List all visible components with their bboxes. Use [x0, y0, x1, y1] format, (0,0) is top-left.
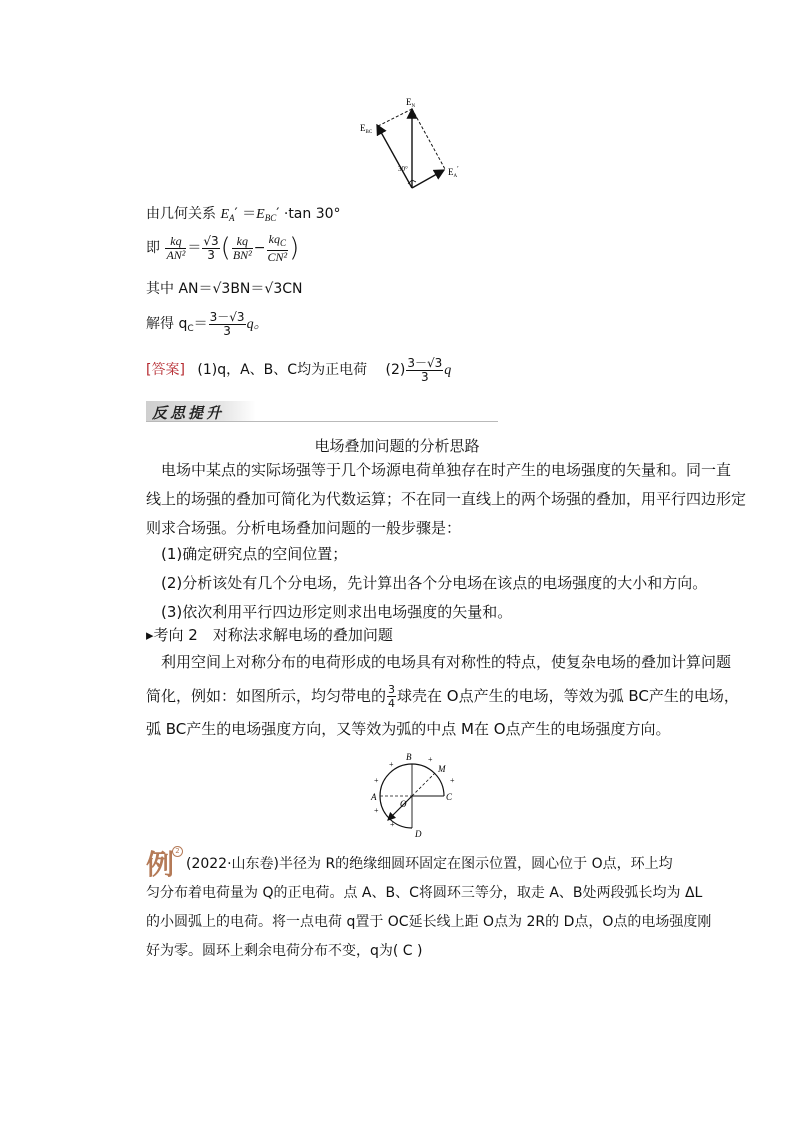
om-dashed	[412, 773, 435, 796]
plus-sign: +	[374, 806, 379, 815]
angle-label: 30°	[398, 165, 408, 173]
geometry-relation-line: 由几何关系 $E_A' =E_{BC}' \cdot\tan$ 30°	[146, 206, 341, 223]
example-paragraph: (2022·山东卷)半径为 R的绝缘细圆环固定在图示位置，圆心位于 O点，环上均	[186, 856, 673, 872]
answer-line: [答案] (1)q，A、B、C均为正电荷 (2) $\frac{3-√3}{3}$ q	[146, 355, 452, 384]
example-mark: 例	[146, 848, 175, 881]
example-badge: 2	[172, 846, 183, 857]
step-3: (3)依次利用平行四边形定则求出电场强度的矢量和。	[161, 603, 513, 621]
label-b: B	[406, 752, 412, 762]
equation-line: 即 $\frac{kq}{\text{AN²}}$ ＝ $\frac{√3}{3}$ ( $\frac{kq}{\text{BN²}}$ − $\frac{kq_C}{\text{CN²}}$ )	[146, 231, 300, 264]
plus-sign: +	[374, 776, 379, 785]
solve-line: 解得 $q_C=$ $\frac{3-√3}{3}$ q。	[146, 309, 268, 338]
answer-tag: [答案]	[146, 362, 185, 378]
label-a: A	[371, 792, 377, 802]
example-paragraph-cont: 匀分布着电荷量为 Q的正电荷。点 A、B、C将圆环三等分，取走 A、B处两段弧长均为 ΔL 的小圆弧上的电荷。将一点电荷 q置于 OC延长线上距 O点为 2R的 D点，O点的电场强度刚 好为零。圆环上剩余电荷分布不变，q为( C )	[146, 885, 712, 959]
direction-heading: ▸考向 2 对称法求解电场的叠加问题	[146, 626, 393, 644]
dashed-line-1	[378, 109, 412, 126]
section-title: 电场叠加问题的分析思路	[314, 437, 480, 455]
shell-diagram	[362, 747, 462, 839]
dashed-line-2	[412, 109, 445, 169]
step-2: (2)分析该处有几个分电场，先计算出各个分电场在该点的电场强度的大小和方向。	[161, 574, 708, 592]
reflect-heading-label: 反思提升	[152, 404, 225, 422]
ebc-vector	[377, 125, 412, 188]
plus-sign: +	[389, 760, 394, 769]
step-1: (1)确定研究点的空间位置；	[161, 545, 348, 563]
where-line: 其中 AN＝√3BN＝√3CN	[146, 281, 303, 297]
plus-sign: +	[428, 755, 433, 764]
label-o: O	[400, 799, 407, 809]
reflect-heading-bar	[146, 401, 498, 423]
label-m: M	[438, 764, 446, 774]
plus-sign: +	[450, 776, 455, 785]
ea-label: $E_A'$	[448, 165, 459, 179]
ea-vector	[412, 170, 444, 188]
en-label: $E_N$	[406, 97, 416, 109]
paragraph-1: 电场中某点的实际场强等于几个场源电荷单独存在时产生的电场强度的矢量和。同一直 线上的场强的叠加可简化为代数运算；不在同一直线上的两个场强的叠加，用平行四边形定 则求合场强。分析电场叠加问题的一般步骤是：	[146, 461, 747, 537]
label-c: C	[446, 792, 453, 802]
vector-diagram	[350, 95, 480, 195]
label-d: D	[415, 829, 422, 839]
paragraph-2: 利用空间上对称分布的电荷形成的电场具有对称性的特点，使复杂电场的叠加计算问题 简化，例如：如图所示，均匀带电的 $\frac{3}{4}$ 球壳在 O点产生的电场，等效为弧 BC产生的电场， 弧 BC产生的电场强度方向，又等效为弧的中点 M在 O点产生的电场强度方向。	[146, 653, 739, 738]
plus-sign: +	[390, 820, 395, 829]
ebc-label: $E_{BC}$	[360, 123, 373, 135]
steps-list	[146, 540, 708, 627]
